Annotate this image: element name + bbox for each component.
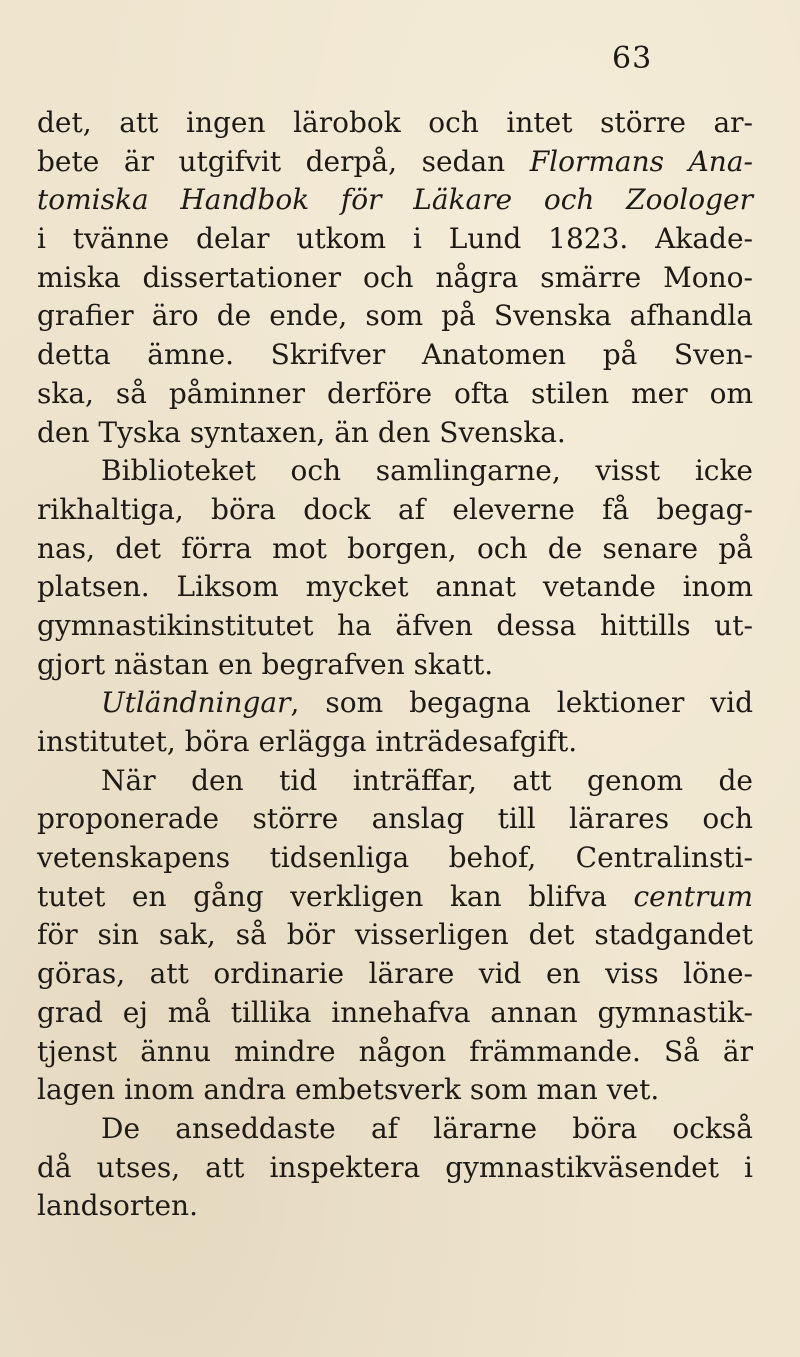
italic-text: Utländningar: [101, 686, 291, 720]
text-segment: lagen inom andra embetsverk som man vet.: [37, 1073, 660, 1107]
text-line: [37, 646, 753, 685]
text-line: [37, 414, 753, 453]
text-segment: för sin sak, så bör visserligen det stadgandet: [37, 918, 753, 952]
text-segment: landsorten.: [37, 1189, 198, 1223]
text-line: [37, 1110, 753, 1149]
text-line: [37, 530, 753, 569]
text-segment: grafier äro de ende, som på Svenska afhandla: [37, 299, 753, 333]
text-segment: detta ämne. Skrifver Anatomen på Sven-: [37, 338, 753, 372]
text-line: [37, 568, 753, 607]
text-segment: De anseddaste af lärarne böra också: [101, 1111, 753, 1145]
text-line: [37, 259, 753, 298]
italic-text: centrum: [633, 879, 753, 913]
text-segment: institutet, böra erlägga inträdesafgift.: [37, 725, 578, 758]
text-line: [37, 297, 753, 336]
text-segment: den Tyska syntaxen, än den Svenska.: [37, 415, 566, 449]
italic-text: Flormans Ana-: [529, 144, 753, 178]
text-line: [37, 336, 753, 375]
text-line: [37, 375, 753, 414]
text-line: [37, 1071, 753, 1110]
text-line: [37, 1187, 753, 1226]
text-line: [37, 181, 753, 220]
text-line: [37, 1033, 753, 1072]
text-line: [37, 104, 753, 143]
italic-text: tomiska Handbok för Läkare och Zoologer: [37, 183, 753, 217]
text-segment: gymnastikinstitutet ha äfven dessa hittills ut-: [37, 608, 753, 642]
text-segment: miska dissertationer och några smärre Mono-: [37, 260, 753, 294]
text-segment: platsen. Liksom mycket annat vetande inom: [37, 570, 753, 604]
text-segment: göras, att ordinarie lärare vid en viss löne-: [37, 957, 753, 991]
text-segment: rikhaltiga, böra dock af eleverne få begag-: [37, 492, 753, 526]
text-segment: i tvänne delar utkom i Lund 1823. Akade-: [37, 222, 753, 256]
text-line: [37, 684, 753, 723]
text-line: [37, 723, 753, 762]
text-line: [37, 491, 753, 530]
text-line: [37, 839, 753, 878]
text-segment: proponerade större anslag till lärares och: [37, 802, 753, 836]
text-line: [37, 878, 753, 917]
text-segment: , som begagna lektioner vid: [290, 686, 753, 720]
text-line: [37, 220, 753, 259]
text-line: [37, 607, 753, 646]
text-segment: det, att ingen lärobok och intet större ar-: [37, 106, 753, 139]
text-line: [37, 800, 753, 839]
text-line: [37, 994, 753, 1033]
body-text: [37, 104, 753, 1226]
text-segment: gjort nästan en begrafven skatt.: [37, 647, 494, 681]
text-line: [37, 955, 753, 994]
text-segment: tjenst ännu mindre någon främmande. Så är: [37, 1034, 753, 1068]
text-line: [37, 916, 753, 955]
text-segment: ska, så påminner derföre ofta stilen mer om: [37, 376, 753, 410]
text-line: [37, 762, 753, 801]
text-segment: nas, det förra mot borgen, och de senare på: [37, 531, 753, 565]
page-number: 63: [612, 41, 653, 76]
text-segment: då utses, att inspektera gymnastikväsendet i: [37, 1150, 753, 1184]
text-segment: grad ej må tillika innehafva annan gymnastik-: [37, 995, 753, 1029]
text-segment: bete är utgifvit derpå, sedan: [37, 144, 530, 178]
text-line: [37, 143, 753, 182]
text-line: [37, 1149, 753, 1188]
text-line: [37, 452, 753, 491]
text-segment: tutet en gång verkligen kan blifva: [37, 879, 634, 913]
text-segment: När den tid inträffar, att genom de: [101, 763, 753, 797]
text-segment: vetenskapens tidsenliga behof, Centralinsti-: [37, 841, 753, 875]
text-segment: Biblioteket och samlingarne, visst icke: [101, 454, 753, 488]
